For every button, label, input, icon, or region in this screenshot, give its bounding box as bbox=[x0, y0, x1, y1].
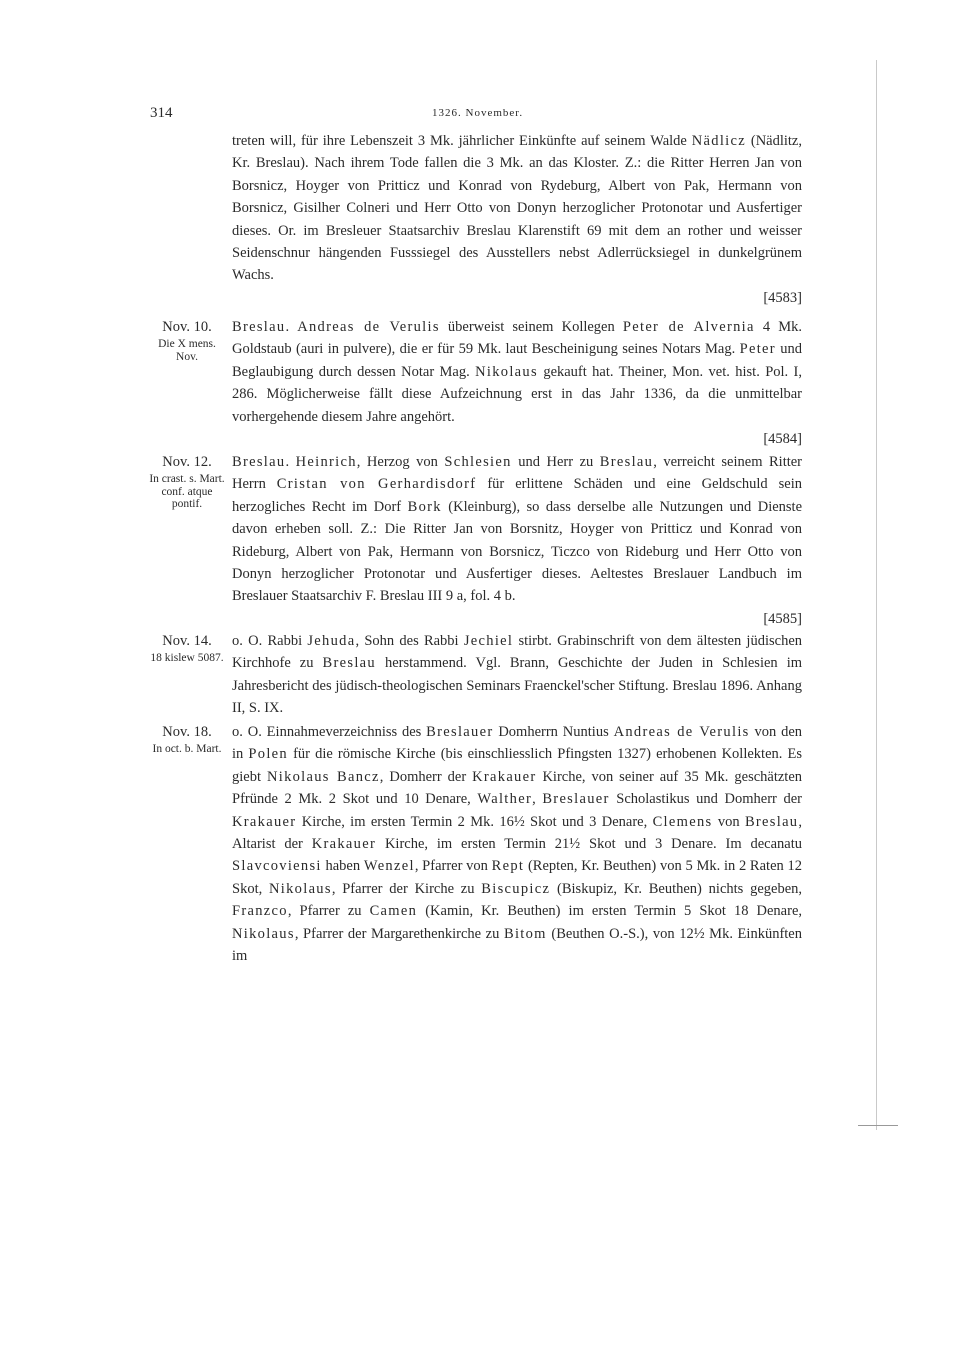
spaced-name: Wenzel bbox=[363, 858, 415, 875]
margin-date bbox=[146, 316, 228, 363]
spaced-name: Franzco bbox=[232, 903, 288, 920]
text-run: für die römische Kirche (bis einschliesslich Pfingsten 1327) erhobenen Kollekten. Es giebt bbox=[232, 746, 802, 785]
entry-date: Nov. 12. bbox=[162, 454, 212, 470]
entry-text bbox=[232, 316, 802, 450]
spaced-name: Slavcoviensi bbox=[232, 858, 322, 875]
entry-text bbox=[232, 451, 802, 630]
text-run: , Pfarrer der Margarethenkirche zu bbox=[294, 925, 504, 942]
text-run: für erlittene Schäden und eine Geldschuld sein herzogliches Recht im Dorf bbox=[232, 476, 802, 515]
spaced-name: Breslau bbox=[232, 319, 286, 335]
spaced-name: Peter bbox=[739, 341, 776, 358]
text-run: und Herr zu bbox=[511, 454, 600, 470]
entry-text bbox=[232, 630, 802, 720]
spaced-name: Heinrich bbox=[295, 454, 357, 470]
text-run: o. O. Einnahmeverzeichniss des bbox=[232, 724, 427, 740]
spaced-name: Cristan von Gerhardisdorf bbox=[276, 476, 477, 493]
spaced-name: Rept bbox=[491, 858, 525, 875]
text-run: 4 Mk. Goldstaub (auri in pulvere), die er für 59 Mk. laut Bescheinigung seines Notars Mag. bbox=[232, 319, 803, 358]
text-run: von den in bbox=[232, 724, 803, 763]
text-run: haben bbox=[321, 858, 364, 875]
date-note: In oct. b. Mart. bbox=[152, 743, 222, 756]
spaced-name: Breslauer bbox=[542, 791, 610, 808]
text-run: o. O. Rabbi bbox=[232, 633, 308, 649]
date-note: 18 kislew 5087. bbox=[150, 652, 224, 665]
text-run: , bbox=[532, 791, 543, 808]
spaced-name: Schlesien bbox=[444, 454, 512, 470]
scan-edge-line bbox=[876, 60, 877, 1130]
spaced-name: Andreas de Verulis bbox=[297, 319, 440, 335]
spaced-name: Nikolaus bbox=[475, 363, 538, 380]
text-run: , Herzog von bbox=[356, 454, 445, 470]
text-run: herstammend. Vgl. Brann, Geschichte der Juden in Schlesien im Jahresbericht des jüdisch-theologischen Seminars Fraenckel'scher Stiftung. Breslau 1896. Anhang II, S. IX. bbox=[232, 655, 802, 717]
text-run: , Domherr der bbox=[379, 768, 473, 785]
page-number: 314 bbox=[150, 105, 173, 121]
entry-reference: [4583] bbox=[763, 289, 802, 306]
spaced-name: Peter de Alvernia bbox=[622, 319, 755, 335]
spaced-name: Bitom bbox=[503, 925, 547, 942]
spaced-name: Nädlicz bbox=[691, 133, 746, 149]
text-run: Kirche, im ersten Termin 21½ Skot und 3 Denare. Im decanatu bbox=[376, 836, 802, 853]
entry-date: Nov. 10. bbox=[162, 319, 212, 335]
spaced-name: Andreas de Verulis bbox=[613, 724, 750, 740]
text-run: treten will, für ihre Lebenszeit 3 Mk. jährlicher Einkünfte auf seinem Walde bbox=[232, 133, 692, 149]
text-run: Domherrn Nuntius bbox=[493, 724, 614, 740]
text-run: und Beglaubigung durch dessen Notar Mag. bbox=[232, 341, 803, 380]
spaced-name: Krakauer bbox=[232, 813, 297, 830]
spaced-name: Walther bbox=[477, 791, 533, 808]
entry-reference: [4585] bbox=[763, 610, 802, 627]
continuation-text bbox=[232, 130, 802, 309]
text-run: gekauft hat. Theiner, Mon. vet. hist. Pol. I, 286. Möglicherweise fällt diese Aufzeichnung erst in das Jahr 1336, da die unmittelbar vorhergehende diesem Jahre angehört. bbox=[232, 363, 802, 425]
text-run: (Biskupiz, Kr. Beuthen) nichts gegeben, bbox=[550, 880, 803, 897]
entry-date: Nov. 14. bbox=[162, 633, 212, 649]
text-run: , verreicht seinem Ritter Herrn bbox=[232, 454, 803, 493]
entry-reference: [4584] bbox=[763, 431, 802, 448]
date-note: In crast. s. Mart. conf. atque pontif. bbox=[149, 473, 225, 511]
spaced-name: Jechiel bbox=[463, 633, 514, 649]
text-run: . bbox=[285, 454, 296, 470]
entry-date: Nov. 18. bbox=[162, 724, 212, 740]
text-run: überweist seinem Kollegen bbox=[439, 319, 623, 335]
running-head: 1326. November. bbox=[432, 107, 524, 119]
text-run: (Beuthen O.-S.), von 12½ Mk. Einkünften im bbox=[232, 925, 802, 965]
spaced-name: Biscupicz bbox=[481, 880, 551, 897]
margin-date bbox=[146, 451, 228, 511]
text-run: , Pfarrer der Kirche zu bbox=[331, 880, 482, 897]
text-run: Scholastikus und Domherr der bbox=[609, 791, 803, 808]
spaced-name: Breslau bbox=[322, 655, 376, 672]
date-note: Die X mens. Nov. bbox=[158, 338, 216, 363]
scan-edge-mark bbox=[858, 1125, 898, 1126]
spaced-name: Jehuda bbox=[307, 633, 356, 649]
spaced-name: Bork bbox=[407, 498, 442, 515]
margin-date bbox=[146, 721, 228, 756]
text-run: Kirche, von seiner auf 35 Mk. geschätzten Pfründe 2 Mk. 2 Skot und 10 Denare, bbox=[232, 768, 803, 808]
spaced-name: Nikolaus Bancz bbox=[266, 768, 380, 785]
text-run: von bbox=[712, 813, 745, 830]
spaced-name: Camen bbox=[369, 903, 418, 920]
text-run: , Pfarrer zu bbox=[287, 903, 370, 920]
text-run: . bbox=[285, 319, 298, 335]
text-run: (Repten, Kr. Beuthen) von 5 Mk. in 2 Raten 12 Skot, bbox=[232, 858, 802, 897]
text-run: , Sohn des Rabbi bbox=[355, 633, 464, 649]
text-run: , Pfarrer von bbox=[414, 858, 492, 875]
spaced-name: Breslauer bbox=[426, 724, 494, 740]
entry-text bbox=[232, 721, 802, 967]
text-run: (Kleinburg), so dass derselbe alle Nutzungen und Dienste davon erheben soll. Z.: Die Ritter Jan von Borsnitz, Hoyger von Pritticz und Konrad von Rideburg, Albert von Pak, Hermann von Borsnicz, Ticzco von Rideburg und Herr Otto von Donyn herzoglicher Protonotar und Ausfertiger dieses. Aeltestes Breslauer Landbuch im Breslauer Staatsarchiv F. Breslau III 9 a, fol. 4 b. bbox=[232, 498, 803, 605]
spaced-name: Breslau bbox=[599, 454, 654, 470]
text-run: (Nädlitz, Kr. Breslau). Nach ihrem Tode fallen die 3 Mk. an das Kloster. Z.: die Ritter Herren Jan von Borsnicz, Hoyger von Pritticz und Konrad von Rydeburg, Albert von Pak, Hermann von Borsnicz, Gisilher Colneri und Herr Otto von Donyn herzoglicher Protonotar und Ausfertiger dieses. Or. im Bresleuer Staatsarchiv Breslau Klarenstift 69 mit dem an rother und weisser Seidenschnur hängenden Fusssiegel des Ausstellers nebst Adlerrücksiegel in dunkelgrünem Wachs. bbox=[232, 133, 802, 284]
spaced-name: Nikolaus bbox=[269, 880, 332, 897]
text-run: Kirche, im ersten Termin 2 Mk. 16½ Skot und 3 Denare, bbox=[296, 813, 653, 830]
spaced-name: Polen bbox=[248, 746, 288, 763]
spaced-name: Clemens bbox=[652, 813, 713, 830]
text-run: (Kamin, Kr. Beuthen) im ersten Termin 5 Skot 18 Denare, bbox=[417, 903, 803, 920]
spaced-name: Breslau bbox=[232, 454, 286, 470]
text-run: , Altarist der bbox=[232, 813, 802, 853]
spaced-name: Krakauer bbox=[311, 836, 377, 853]
margin-date bbox=[146, 630, 228, 665]
spaced-name: Nikolaus bbox=[232, 925, 295, 942]
text-run: stirbt. Grabinschrift von dem ältesten jüdischen Kirchhofe zu bbox=[232, 633, 803, 672]
spaced-name: Krakauer bbox=[472, 768, 537, 785]
spaced-name: Breslau bbox=[744, 813, 799, 830]
